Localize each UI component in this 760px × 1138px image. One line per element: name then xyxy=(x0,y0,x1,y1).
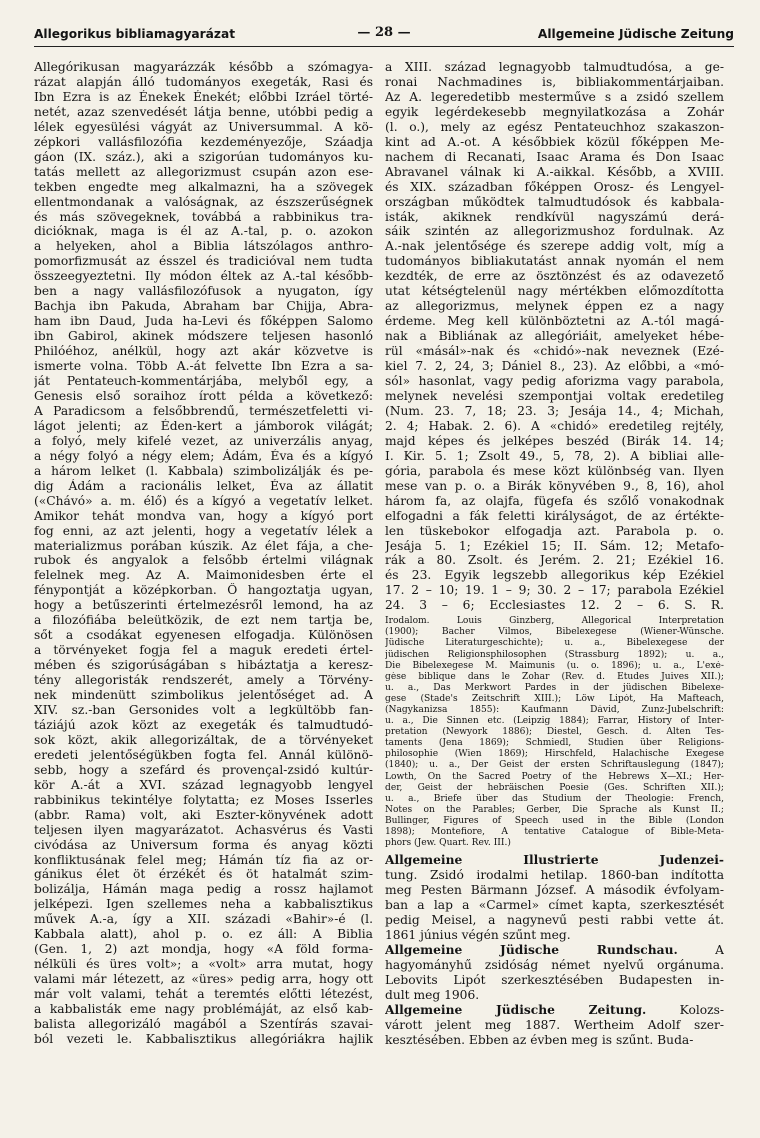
text-line: zépkori vallásfilozófia kezdeményezője, Száadja xyxy=(34,134,373,149)
text-line: nek mindenütt szimbolikus jelentőséget ad. A xyxy=(34,688,373,703)
entry-line: meg Pesten Bärmann József. A második évfolyam- xyxy=(385,883,724,898)
text-line: I. Kir. 5. 1; Zsolt 49., 5, 78, 2). A bibliai alle- xyxy=(385,448,724,463)
text-line: isták, akiknek rendkívül nagyszámú derá- xyxy=(385,209,724,224)
text-line: a négy folyó a négy elem; Ádám, Éva és a kígyó xyxy=(34,448,373,463)
text-line: Ibn Ezra is az Énekek Énekét; előbbi Izráel törté- xyxy=(34,89,373,104)
text-line: felelnek meg. Az A. Maimonidesben érte el xyxy=(34,568,373,583)
text-line: eredeti jelentőségükben fogta fel. Annál különö- xyxy=(34,747,373,762)
entry-heading-line: Allgemeine Jüdische Rundschau. A xyxy=(385,942,724,957)
text-line: Jesája 5. 1; Ezékiel 15; II. Sám. 12; Metafo- xyxy=(385,538,724,553)
text-line: dicióknak, maga is él az A.-tal, p. o. azokon xyxy=(34,224,373,239)
entry-line: kesztésében. Ebben az évben meg is szűnt. Buda- xyxy=(385,1032,694,1047)
text-line: Abravanel válnak ki A.-aikkal. Később, a XVIII. xyxy=(385,164,724,179)
text-line: ronai Nachmadines is, bibliakommentárjaiban. xyxy=(385,74,724,89)
article-continuation xyxy=(385,60,724,613)
text-line: (l. o.), mely az egész Pentateuchhoz szakaszon- xyxy=(385,119,724,134)
bibliography-line: gèse biblique dans le Zohar (Rev. d. Études Juives XII.); xyxy=(385,671,724,682)
text-line: («Chávó» a. m. élő) és a kígyó a vegetatív lelket. xyxy=(34,493,373,508)
bibliography-line: Bullinger, Figures of Speech used in the Bible (London xyxy=(385,815,724,826)
text-line: Amikor tehát mondva van, hogy a kígyó port xyxy=(34,508,373,523)
text-line: konfliktusának felel meg; Hámán tíz fia az or- xyxy=(34,852,373,867)
bibliography-line: philosophie (Wien 1869); Hirschfeld, Halachische Exegese xyxy=(385,749,724,760)
text-line: összeegyeztetni. Ily módon éltek az A.-tal később- xyxy=(34,269,373,284)
bibliography-line: (Nagykanizsa 1855): Kaufmann Dávid, Zunz-Jubelschrift: xyxy=(385,705,724,716)
header-left-title: Allegorikus bibliamagyarázat xyxy=(34,27,236,41)
page-number: — 28 — xyxy=(357,25,411,40)
text-line: a törvényeket fogja fel a maguk eredeti értel- xyxy=(34,643,373,658)
text-line: az allegorizmus, melynek éppen ez a nagy xyxy=(385,299,724,314)
text-line: nélküli és üres volt»; a «volt» arra mutat, hogy xyxy=(34,957,373,972)
bibliography-line: (1840); u. a., Der Geist der ersten Schriftauslegung (1847); xyxy=(385,760,724,771)
text-line: (abbr. Rama) volt, aki Eszter-könyvének adott xyxy=(34,807,373,822)
text-line: a kabbalisták eme nagy problémáját, az első kab- xyxy=(34,1002,373,1017)
header-rule xyxy=(34,46,734,47)
bibliography-line: Lowth, On the Sacred Poetry of the Hebrews X—XI.; Her- xyxy=(385,771,724,782)
text-line: netét, azaz szenvedését látja benne, utóbbi pedig a xyxy=(34,104,373,119)
left-column xyxy=(34,60,373,1047)
entry-line: 1861 június végén szűnt meg. xyxy=(385,928,571,942)
text-line: ját Pentateuch-kommentárjába, melyből egy, a xyxy=(34,374,373,389)
text-line: sáik szintén az allegorizmushoz fordulnak. Az xyxy=(385,224,724,239)
text-line: Bachja ibn Pakuda, Abraham bar Chijja, Abra- xyxy=(34,299,373,314)
bibliography-line: u. a., Das Merkwort Pardes in der jüdischen Bibelexe- xyxy=(385,682,724,693)
text-line: tudományos bibliakutatást annak nyomán el nem xyxy=(385,254,724,269)
entry-line: dult meg 1906. xyxy=(385,987,480,1002)
text-line: 2. 4; Habak. 2. 6). A «chidó» eredetileg rejtély, xyxy=(385,418,724,433)
text-line: művek A.-a, így a XII. századi «Bahir»-é (l. xyxy=(34,912,373,927)
text-line: civódása az Universum forma és anyag közti xyxy=(34,837,373,852)
bibliography-line: taments (Jena 1869); Schmiedl, Studien über Religions- xyxy=(385,738,724,749)
text-line: rubok és angyalok a felsőbb értelmi világnak xyxy=(34,553,373,568)
text-line: kint ad A.-ot. A későbbiek közül főképpen Me- xyxy=(385,134,724,149)
text-line: (Num. 23. 7, 18; 23. 3; Jesája 14., 4; Michah, xyxy=(385,403,724,418)
text-line: már volt valami, tehát a teremtés előtti létezést, xyxy=(34,987,373,1002)
text-line: gáon (IX. száz.), aki a szigorúan tudományos ku- xyxy=(34,149,373,164)
text-line: Kabbala alatt), ahol p. o. ez áll: A Biblia xyxy=(34,927,373,942)
bibliography-line: Irodalom. Louis Ginzberg, Allegorical Interpretation xyxy=(385,616,724,627)
text-line: Az A. legeredetibb mesterműve s a zsidó szellem xyxy=(385,89,724,104)
text-line: a filozófiába beleütközik, de ezt nem tartja be, xyxy=(34,613,373,628)
text-line: elfogadni a fák feletti királyságot, de az értékte- xyxy=(385,508,724,523)
bibliography-line: (1900); Bacher Vilmos, Bibelexegese (Wiener-Wünsche. xyxy=(385,627,724,638)
entry-line: hagyományhű zsidóság német nyelvű orgánuma. xyxy=(385,957,724,972)
entry-heading: Allgemeine Illustrierte Judenzei- xyxy=(385,853,724,868)
text-line: Allegórikusan magyarázzák később a szómagya- xyxy=(34,60,373,74)
text-line: rabbinikus tekintélye folytatta; ez Moses Isserles xyxy=(34,792,373,807)
text-line: nak a Bibliának az allegóriáit, amelyeket hébe- xyxy=(385,329,724,344)
bibliography-line: Die Bibelexegese M. Maimunis (u. o. 1896); u. a., L'exé- xyxy=(385,660,724,671)
running-header xyxy=(34,25,734,45)
text-line: gória, parabola és mese közt különbség van. Ilyen xyxy=(385,463,724,478)
text-line: materializmus porában kúszik. Az élet fája, a che- xyxy=(34,538,373,553)
text-line: ból vezeti le. Kabbalisztikus allegóriákra hajlik xyxy=(34,1031,373,1046)
text-line: tekben engedte meg alkalmazni, ha a szövegek xyxy=(34,179,373,194)
text-line: pomorfizmusát az ésszel és tradicióval nem tudta xyxy=(34,254,373,269)
text-line: Philóéhoz, anélkül, hogy azt akár közvetve is xyxy=(34,344,373,359)
text-line: ben a nagy vallásfilozófusok a nyugaton, így xyxy=(34,284,373,299)
text-line: három fa, az olajfa, fügefa és szőlő vonakodnak xyxy=(385,493,724,508)
text-line: kezdték, de erre az ösztönzést és az odavezető xyxy=(385,269,724,284)
bibliography-line: gese (Stade's Zeitschrift XIII.); Löw Lipót, Ha Mafteach, xyxy=(385,693,724,704)
entry-line: Lebovits Lipót szerkesztésében Budapesten in- xyxy=(385,972,724,987)
text-line: ibn Gabirol, akinek módszere teljesen hasonló xyxy=(34,329,373,344)
text-line: utat kétségtelenül nagy mértékben előmozdította xyxy=(385,284,724,299)
text-line: 24. 3 – 6; Ecclesiastes 12. 2 – 6. S. R. xyxy=(385,598,724,613)
text-line: és 23. Egyik legszebb allegorikus kép Ezékiel xyxy=(385,568,724,583)
text-line: a három lelket (l. Kabbala) szimbolizálják és pe- xyxy=(34,463,373,478)
text-line: len tüskebokor elfogadja azt. Parabola p. o. xyxy=(385,523,724,538)
text-line: gánikus élet öt érzékét és öt hatalmát szim- xyxy=(34,867,373,882)
text-line: és XIX. században főképpen Orosz- és Lengyel- xyxy=(385,179,724,194)
text-line: dig Ádám a racionális lelket, Éva az állatit xyxy=(34,478,373,493)
entry-heading: Allgemeine Jüdische Zeitung. xyxy=(385,1002,647,1017)
bibliography-line: phors (Jew. Quart. Rev. III.) xyxy=(385,838,511,849)
text-line: érdeme. Meg kell különböztetni az A.-tól magá- xyxy=(385,314,724,329)
text-line: mében és szigorúságában s hibáztatja a keresz- xyxy=(34,658,373,673)
text-line: mese van p. o. a Birák könyvében 9., 8, 16), ahol xyxy=(385,478,724,493)
text-line: hogy a betűszerinti értelmezésről lemond, ha az xyxy=(34,598,373,613)
text-line: A.-nak jelentősége és szerepe addig volt, míg a xyxy=(385,239,724,254)
text-line: nachem di Recanati, Isaac Arama és Don Isaac xyxy=(385,149,724,164)
text-line: sól» hasonlat, vagy pedig aforizma vagy parabola, xyxy=(385,374,724,389)
bibliography-line: u. a., Die Sinnen etc. (Leipzig 1884); Farrar, History of Inter- xyxy=(385,716,724,727)
bibliography-line: Notes on the Parables; Gerber, Die Sprache als Kunst II.; xyxy=(385,804,724,815)
text-line: majd képes és jelképes beszéd (Birák 14. 14; xyxy=(385,433,724,448)
text-line: egyik legérdekesebb megnyilatkozása a Zohár xyxy=(385,104,724,119)
text-line: rül «másál»-nak és «chidó»-nak neveznek (Ezé- xyxy=(385,344,724,359)
text-line: ellentmondanak a valóságnak, az észszerűségnek xyxy=(34,194,373,209)
entry-line: várott jelent meg 1887. Wertheim Adolf szer- xyxy=(385,1017,724,1032)
text-line: bolizálja, Hámán maga pedig a rossz hajlamot xyxy=(34,882,373,897)
text-line: ismerte volna. Több A.-át felvette Ibn Ezra a sa- xyxy=(34,359,373,374)
entry-heading-line: Allgemeine Jüdische Zeitung. Kolozs- xyxy=(385,1002,724,1017)
entry-line: tung. Zsidó irodalmi hetilap. 1860-ban indította xyxy=(385,868,724,883)
bibliography-line: u. a., Briefe über das Studium der Theologie: French, xyxy=(385,793,724,804)
text-line: kör A.-át a XVI. század legnagyobb lengyel xyxy=(34,777,373,792)
text-line: valami már létezett, az «üres» pedig arra, hogy ott xyxy=(34,972,373,987)
bibliography-line: 1898); Montefiore, A tentative Catalogue of Bible-Meta- xyxy=(385,827,724,838)
text-line: sebb, hogy a szefárd és provençal-zsidó kultúr- xyxy=(34,762,373,777)
bibliography-line: Jüdische Literaturgeschichte); u. a., Bibelexegese der xyxy=(385,638,724,649)
text-line: jelképezi. Igen szellemes neha a kabbalisztikus xyxy=(34,897,373,912)
text-line: teljesen ilyen magyarázatot. Achasvérus és Vasti xyxy=(34,822,373,837)
text-line: lágot jelenti; az Éden-kert a jámborok világát; xyxy=(34,418,373,433)
text-line: sőt a csodákat egyenesen elfogadja. Különösen xyxy=(34,628,373,643)
entry-line: ban a lap a «Carmel» címet kapta, szerkesztését xyxy=(385,898,724,913)
bibliography-line: jüdischen Religionsphilosophen (Strassburg 1892); u. a., xyxy=(385,649,724,660)
text-line: táziájú azok közt az exegeták és talmudtudó- xyxy=(34,717,373,732)
text-line: (Gen. 1, 2) azt mondja, hogy «A föld forma- xyxy=(34,942,373,957)
text-line: ham ibn Daud, Juda ha-Levi és főképpen Salomo xyxy=(34,314,373,329)
text-line: a helyeken, ahol a Biblia látszólagos anthro- xyxy=(34,239,373,254)
entry-line: pedig Meisel, a nagynevű pesti rabbi vette át. xyxy=(385,913,724,928)
text-line: balista allegorizáló magából a Szentírás szavai- xyxy=(34,1017,373,1031)
text-line: és más szövegeknek, továbbá a rabbinikus tra- xyxy=(34,209,373,224)
text-line: országban működtek talmudtudósok és kabbala- xyxy=(385,194,724,209)
text-line: melynek nevelési szempontjai voltak eredetileg xyxy=(385,388,724,403)
right-column xyxy=(385,60,724,1048)
text-line: a folyó, mely kifelé vezet, az univerzális anyag, xyxy=(34,433,373,448)
text-line: tatás mellett az allegorizmust csupán azon ese- xyxy=(34,164,373,179)
text-line: fog enni, az azt jelenti, hogy a vegetatív lélek a xyxy=(34,523,373,538)
header-right-title: Allgemeine Jüdische Zeitung xyxy=(537,27,734,41)
text-line: lélek egyesülési vágyát az Universummal. A kö- xyxy=(34,119,373,134)
text-line: rák a 80. Zsolt. és Jerém. 2. 21; Ezékiel 16. xyxy=(385,553,724,568)
text-line: XIV. sz.-ban Gersonides volt a legkültöbb fan- xyxy=(34,702,373,717)
bibliography xyxy=(385,616,724,849)
text-line: 17. 2 – 10; 19. 1 – 9; 30. 2 – 17; parabola Ezékiel xyxy=(385,583,724,598)
text-line: sok közt, akik allegorizáltak, de a törvényeket xyxy=(34,732,373,747)
text-line: tény allegoristák rendszerét, amely a Törvény- xyxy=(34,673,373,688)
entry-heading: Allgemeine Jüdische Rundschau. xyxy=(385,942,678,957)
bibliography-line: pretation (Newyork 1886); Diestel, Gesch. d. Alten Tes- xyxy=(385,727,724,738)
bibliography-line: der, Geist der hebräischen Poesie (Ges. Schriften XII.); xyxy=(385,782,724,793)
entries xyxy=(385,853,724,1047)
text-line: fénypontját a középkorban. Ő hangoztatja ugyan, xyxy=(34,583,373,598)
text-line: A Paradicsom a felsőbbrendű, természetfeletti vi- xyxy=(34,403,373,418)
text-line: kiel 7. 2, 24, 3; Dániel 8., 23). Az előbbi, a «mó- xyxy=(385,359,724,374)
text-line: Genesis első soraihoz írott példa a következő: xyxy=(34,388,373,403)
text-line: rázat alapján álló tudományos exegeták, Rasi és xyxy=(34,74,373,89)
text-line: a XIII. század legnagyobb talmudtudósa, a ge- xyxy=(385,60,724,74)
